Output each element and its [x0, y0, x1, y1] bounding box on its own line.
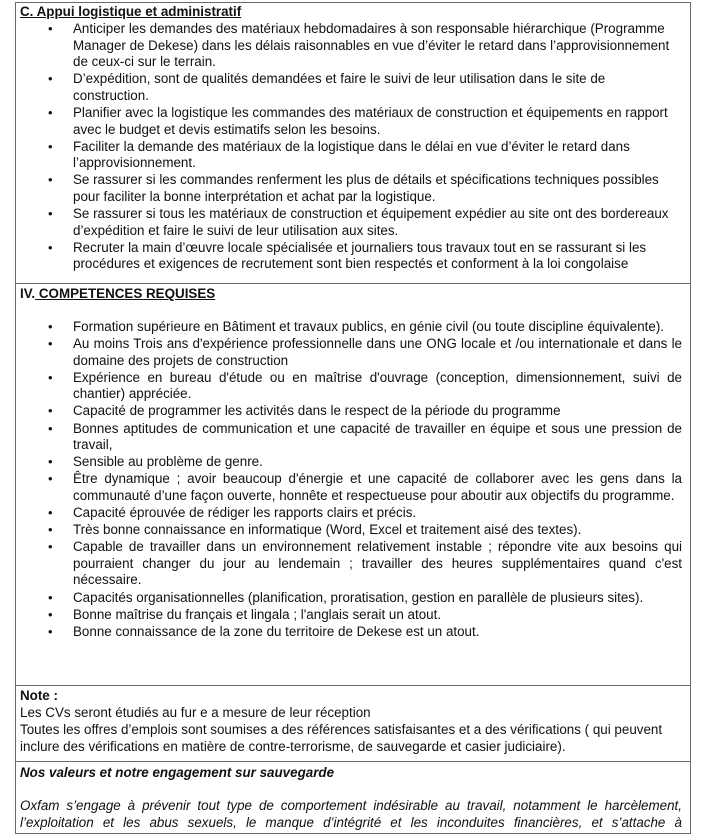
list-item-text: Expérience en bureau d'étude ou en maîtrise d'ouvrage (conception, dimensionnement, suivi de chantier) appréciée. — [73, 369, 682, 402]
list-item-text: Recruter la main d’œuvre locale spécialisée et journaliers tous travaux tout en se rassurant si les procédures et exigences de recrutement sont bien respectés et conforment à la loi congolaise — [73, 239, 647, 272]
section-competences — [16, 283, 690, 686]
list-item — [16, 590, 690, 607]
list-item — [16, 624, 690, 641]
list-item-text: Bonnes aptitudes de communication et une capacité de travailler en équipe et sous une pression de travail, — [73, 420, 682, 453]
list-item — [16, 319, 690, 336]
list-item-text: Capacité de programmer les activités dans le respect de la période du programme — [73, 403, 561, 419]
list-item-text: Capacité éprouvée de rédiger les rapports clairs et précis. — [73, 505, 417, 521]
bullet-icon: • — [48, 336, 53, 352]
list-item — [16, 139, 690, 172]
list-item-text: Très bonne connaissance en informatique (Word, Excel et traitement aisé des textes). — [73, 522, 582, 538]
bullet-icon: • — [48, 471, 53, 487]
bullet-icon: • — [48, 606, 53, 622]
list-item-text: Capacités organisationnelles (planification, proratisation, gestion en parallèle de plusieurs sites). — [73, 589, 644, 605]
list-item-text: Se rassurer si les commandes renferment les plus de détails et spécifications techniques possibles pour faciliter la bonne interprétation et achat par la logistique. — [73, 172, 659, 204]
list-item-text: Faciliter la demande des matériaux de la logistique dans le délai en vue d’éviter le retard dans l’approvisionnement. — [73, 138, 630, 171]
values-paragraph: Oxfam s’engage à prévenir tout type de comportement indésirable au travail, notamment le harcèlement, l’exploitation et les abus sexuels, le manque d’intégrité et les inconduites financières, et s’attache à — [20, 798, 682, 830]
document-table — [15, 2, 691, 834]
list-item-text: Formation supérieure en Bâtiment et travaux publics, en génie civil (ou toute discipline équivalente). — [73, 319, 664, 334]
bullet-icon: • — [48, 505, 53, 521]
note-heading: Note : — [20, 688, 58, 703]
bullet-icon: • — [48, 369, 53, 385]
bullet-icon: • — [48, 522, 53, 538]
list-item — [16, 240, 690, 273]
bullet-icon: • — [48, 319, 53, 334]
note-line: Toutes les offres d’emplois sont soumises a des références satisfaisantes et a des vérifications ( qui peuvent inclure des vérifications en matière de contre-terrorisme, de sauvegarde et casier judiciaire). — [20, 722, 663, 754]
bullet-icon: • — [48, 71, 53, 87]
section-heading: IV. COMPETENCES REQUISES — [20, 286, 216, 301]
note-line: Les CVs seront étudiés au fur e a mesure de leur réception — [20, 705, 371, 720]
bullet-icon: • — [48, 172, 53, 188]
list-item — [16, 21, 690, 71]
list-item — [16, 454, 690, 471]
section-values — [16, 761, 690, 836]
bullet-icon: • — [48, 239, 53, 255]
section-heading: C. Appui logistique et administratif — [20, 4, 242, 19]
values-heading: Nos valeurs et notre engagement sur sauvegarde — [20, 765, 335, 780]
logistics-list — [16, 21, 690, 273]
bullet-icon: • — [48, 206, 53, 222]
list-item-text: Au moins Trois ans d'expérience professionnelle dans une ONG locale et /ou internationale et dans le domaine des projets de construction — [73, 336, 682, 368]
bullet-icon: • — [48, 104, 53, 120]
bullet-icon: • — [48, 420, 53, 436]
bullet-icon: • — [48, 623, 53, 639]
section-logistics — [16, 3, 690, 283]
list-item — [16, 522, 690, 539]
list-item-text: Planifier avec la logistique les commandes des matériaux de construction et équipements en rapport avec le budget et devis estimatifs selon les besoins. — [73, 104, 668, 137]
bullet-icon: • — [48, 589, 53, 605]
bullet-icon: • — [48, 21, 53, 36]
list-item — [16, 336, 690, 369]
bullet-icon: • — [48, 454, 53, 470]
bullet-icon: • — [48, 403, 53, 419]
list-item — [16, 403, 690, 420]
list-item-text: Se rassurer si tous les matériaux de construction et équipement expédier au site ont des bordereaux d’expédition et faire le suivi de leur utilisation aux sites. — [73, 206, 669, 238]
list-item-text: Sensible au problème de genre. — [73, 454, 263, 470]
list-item-text: D’expédition, sont de qualités demandées et faire le suivi de leur utilisation dans le site de construction. — [73, 71, 606, 103]
list-item-text: Être dynamique ; avoir beaucoup d'énergie et une capacité de collaborer avec les gens dans la communauté d’une façon ouverte, honnête et respectueuse pour aboutir aux objectifs du programme. — [73, 471, 682, 503]
list-item — [16, 421, 690, 454]
bullet-icon: • — [48, 138, 53, 154]
list-item — [16, 539, 690, 589]
section-note — [16, 685, 690, 762]
list-item-text: Anticiper les demandes des matériaux hebdomadaires à son responsable hiérarchique (Programme Manager de Dekese) dans les délais raisonnables en vue d’éviter le retard dans l’approvisionnement de ceux-ci sur le terrain. — [73, 21, 670, 70]
list-item-text: Capable de travailler dans un environnement relativement instable ; répondre vite aux besoins qui pourraient changer du jour au lendemain ; travailler des heures supplémentaires quand c'est nécessaire. — [73, 539, 682, 588]
list-item — [16, 505, 690, 522]
bullet-icon: • — [48, 539, 53, 555]
list-item — [16, 71, 690, 104]
list-item-text: Bonne connaissance de la zone du territoire de Dekese est un atout. — [73, 623, 480, 639]
list-item — [16, 370, 690, 403]
list-item — [16, 172, 690, 205]
list-item — [16, 607, 690, 624]
list-item — [16, 471, 690, 504]
competences-list — [16, 319, 690, 640]
list-item — [16, 206, 690, 239]
list-item-text: Bonne maîtrise du français et lingala ; l'anglais serait un atout. — [73, 606, 442, 622]
list-item — [16, 105, 690, 138]
